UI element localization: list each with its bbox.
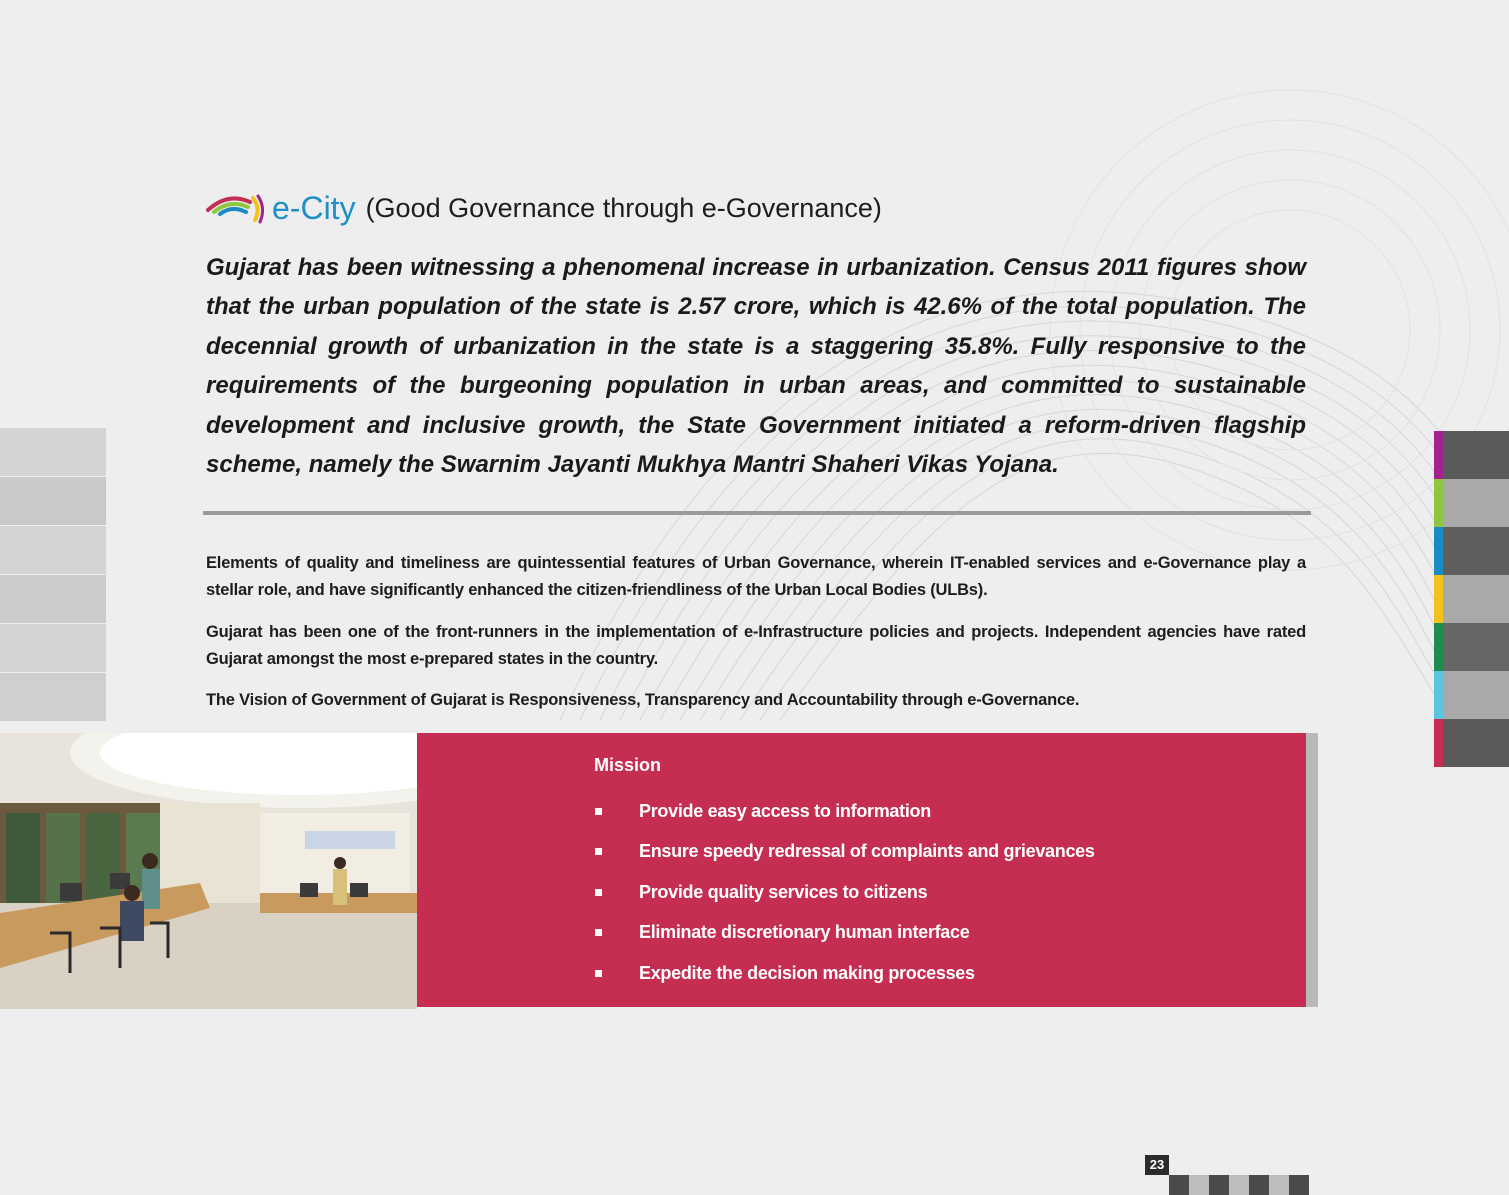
left-decorative-band — [0, 428, 106, 718]
vision-emphasis: Responsiveness, Transparency and Accountability through e-Governance. — [508, 691, 1080, 709]
mission-list — [594, 791, 1095, 994]
section-tab — [1434, 431, 1509, 479]
page-number: 23 — [1145, 1155, 1169, 1175]
brand-name: e-City — [272, 189, 356, 226]
mission-panel — [417, 733, 1318, 1007]
list-item — [594, 953, 1095, 994]
section-tab — [1434, 479, 1509, 527]
mission-item-text: Eliminate discretionary human interface — [639, 922, 970, 943]
mission-item-text: Ensure speedy redressal of complaints and grievances — [639, 841, 1095, 862]
bullet-icon — [595, 929, 602, 936]
section-tab — [1434, 623, 1509, 671]
bullet-icon — [595, 970, 602, 977]
bullet-icon — [595, 808, 602, 815]
vision-lead: The Vision of Government of Gujarat is — [206, 691, 509, 709]
mission-heading: Mission — [594, 755, 662, 775]
section-tab — [1434, 527, 1509, 575]
list-item — [594, 832, 1095, 873]
list-item — [594, 913, 1095, 954]
office-photo-illustration — [0, 733, 417, 1009]
vision-statement — [206, 687, 1306, 714]
section-tab — [1434, 671, 1509, 719]
ecity-logo-icon — [206, 188, 264, 228]
mission-item-text: Expedite the decision making processes — [639, 962, 975, 983]
section-tab — [1434, 719, 1509, 767]
office-photo — [0, 733, 417, 1009]
divider — [203, 511, 1311, 515]
page-title — [206, 186, 882, 230]
bullet-icon — [595, 889, 602, 896]
bullet-icon — [595, 848, 602, 855]
mission-item-text: Provide easy access to information — [639, 800, 931, 821]
title-subtitle: (Good Governance through e-Governance) — [365, 192, 882, 223]
body-paragraph: Gujarat has been one of the front-runners in the implementation of e-Infrastructure policies and projects. Independent agencies have rated Gujarat amongst the most e-prepared states in the country. — [206, 623, 1306, 668]
right-section-tabs — [1434, 431, 1509, 769]
list-item — [594, 791, 1095, 832]
intro-paragraph: Gujarat has been witnessing a phenomenal increase in urbanization. Census 2011 figures show that the urban population of the state is 2.57 crore, which is 42.6% of the total population. The decennial growth of urbanization in the state is a staggering 35.8%. Fully responsive to the requirements of the burgeoning population in urban areas, and committed to sustainable development and inclusive growth, the State Government initiated a reform-driven flagship scheme, namely the Swarnim Jayanti Mukhya Mantri Shaheri Vikas Yojana. — [206, 254, 1306, 479]
section-tab — [1434, 575, 1509, 623]
footer-decoration — [1169, 1175, 1309, 1195]
body-paragraph: Elements of quality and timeliness are quintessential features of Urban Governance, wherein IT-enabled services and e-Governance play a stellar role, and have significantly enhanced the citizen-friendliness of the Urban Local Bodies (ULBs). — [206, 554, 1306, 599]
list-item — [594, 872, 1095, 913]
mission-item-text: Provide quality services to citizens — [639, 881, 928, 902]
